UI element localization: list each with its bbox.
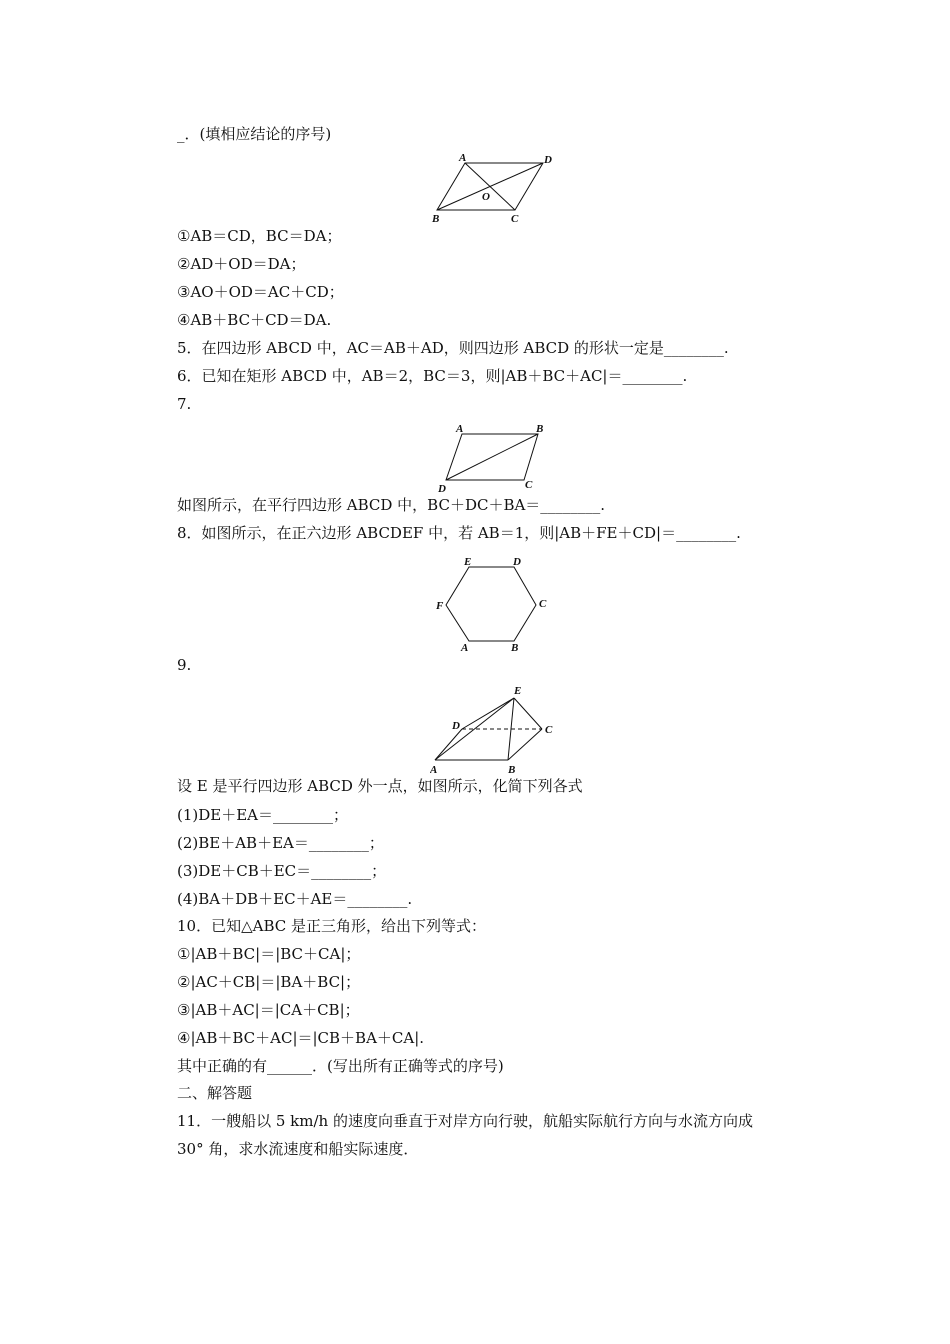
label-D: D [513, 556, 521, 568]
figure-parallelogram-bd [432, 420, 552, 495]
label-C: C [511, 213, 519, 225]
text-line-5: ④AB＋BC＋CD＝DA. [177, 311, 332, 329]
figure-parallelogram-diagonals [425, 148, 560, 228]
question-10-item-2: ②|AC＋CB|＝|BA＋BC|； [177, 973, 361, 991]
text-line-3: ②AD＋OD＝DA； [177, 255, 306, 273]
label-A: A [456, 423, 464, 435]
section-heading: 二、解答题 [177, 1084, 253, 1102]
question-11-line-2: 30° 角，求水流速度和船实际速度． [177, 1140, 419, 1158]
label-E: E [514, 685, 522, 697]
label-B: B [432, 213, 440, 225]
label-O: O [482, 191, 490, 203]
question-9-part-3: (3)DE＋CB＋EC＝________； [177, 862, 387, 880]
label-D: D [544, 154, 552, 166]
label-F: F [436, 600, 444, 612]
question-9-part-2: (2)BE＋AB＋EA＝________； [177, 834, 384, 852]
text-line-1: _．(填相应结论的序号) [177, 125, 332, 143]
label-B: B [508, 764, 516, 776]
question-8: 8．如图所示，在正六边形 ABCDEF 中，若 AB＝1，则|AB＋FE＋CD|＝________. [177, 524, 741, 542]
question-9-number: 9. [177, 656, 192, 674]
label-A: A [430, 764, 438, 776]
question-7-number: 7. [177, 395, 192, 413]
label-B: B [511, 642, 519, 653]
label-E: E [464, 556, 472, 568]
question-9-part-1: (1)DE＋EA＝________； [177, 806, 349, 824]
text-line-2: ①AB＝CD，BC＝DA； [177, 227, 342, 245]
question-10-prompt: 其中正确的有______．(写出所有正确等式的序号) [177, 1057, 504, 1075]
question-6: 6．已知在矩形 ABCD 中，AB＝2，BC＝3，则|AB＋BC＋AC|＝________. [177, 367, 688, 385]
question-10-item-1: ①|AB＋BC|＝|BC＋CA|； [177, 945, 361, 963]
question-11-line-1: 11．一艘船以 5 km/h 的速度向垂直于对岸方向行驶，航船实际航行方向与水流方向成 [177, 1112, 753, 1130]
question-10-item-4: ④|AB＋BC＋AC|＝|CB＋BA＋CA|. [177, 1029, 425, 1047]
question-5: 5．在四边形 ABCD 中，AC＝AB＋AD，则四边形 ABCD 的形状一定是________. [177, 339, 729, 357]
question-9-part-4: (4)BA＋DB＋EC＋AE＝________. [177, 890, 413, 908]
label-A: A [461, 642, 469, 653]
question-9-text: 设 E 是平行四边形 ABCD 外一点，如图所示，化简下列各式 [177, 777, 583, 795]
label-C: C [539, 598, 547, 610]
label-C: C [545, 724, 553, 736]
label-B: B [536, 423, 544, 435]
figure-pyramid [430, 683, 565, 778]
label-D: D [438, 483, 446, 495]
question-7-text: 如图所示，在平行四边形 ABCD 中，BC＋DC＋BA＝________. [177, 496, 606, 514]
label-A: A [459, 152, 467, 164]
text-line-4: ③AO＋OD＝AC＋CD； [177, 283, 344, 301]
question-10: 10．已知△ABC 是正三角形，给出下列等式： [177, 917, 487, 935]
label-D: D [452, 720, 460, 732]
label-C: C [525, 479, 533, 491]
figure-hexagon [430, 553, 555, 653]
question-10-item-3: ③|AB＋AC|＝|CA＋CB|； [177, 1001, 360, 1019]
